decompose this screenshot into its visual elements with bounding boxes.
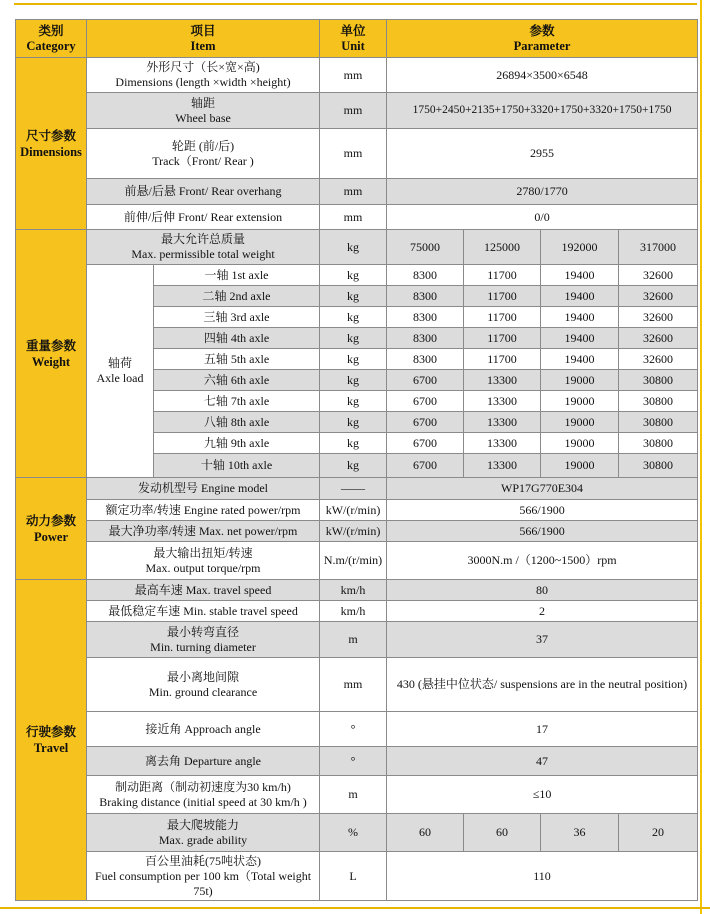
table-row <box>16 93 698 129</box>
unit-cell: kg <box>320 328 387 349</box>
value-cell: 19000 <box>541 370 619 391</box>
value-cell: 19000 <box>541 454 619 478</box>
table-row <box>16 179 698 205</box>
value-cell: 317000 <box>619 230 698 265</box>
value-cell: 80 <box>387 580 698 601</box>
item-cell: 前伸/后伸 Front/ Rear extension <box>87 205 320 230</box>
value-cell: 8300 <box>387 349 464 370</box>
value-cell: 2955 <box>387 129 698 179</box>
item-cell: 前悬/后悬 Front/ Rear overhang <box>87 179 320 205</box>
unit-cell: ° <box>320 747 387 776</box>
category-dimensions: 尺寸参数 Dimensions <box>16 58 87 230</box>
item-cell: 百公里油耗(75吨状态) Fuel consumption per 100 km（Total weight 75t) <box>87 852 320 901</box>
header-item: 项目 Item <box>87 20 320 58</box>
item-cell: 离去角 Departure angle <box>87 747 320 776</box>
value-cell: 13300 <box>464 370 541 391</box>
unit-cell: mm <box>320 179 387 205</box>
unit-cell: mm <box>320 58 387 93</box>
bottom-rule <box>0 907 710 909</box>
value-cell: WP17G770E304 <box>387 478 698 500</box>
table-row <box>16 478 698 500</box>
axle-cell: 七轴 7th axle <box>154 391 320 412</box>
item-cell: 轴距 Wheel base <box>87 93 320 129</box>
header-category: 类别 Category <box>16 20 87 58</box>
unit-cell: mm <box>320 93 387 129</box>
table-row <box>16 205 698 230</box>
table-row <box>16 542 698 580</box>
item-cell: 最低稳定车速 Min. stable travel speed <box>87 601 320 622</box>
table-row <box>16 580 698 601</box>
item-cell: 最大允许总质量 Max. permissible total weight <box>87 230 320 265</box>
value-cell: 2780/1770 <box>387 179 698 205</box>
unit-cell: ° <box>320 712 387 747</box>
value-cell: 8300 <box>387 328 464 349</box>
value-cell: ≤10 <box>387 776 698 814</box>
value-cell: 30800 <box>619 370 698 391</box>
table-row <box>16 601 698 622</box>
unit-cell: N.m/(r/min) <box>320 542 387 580</box>
axle-cell: 八轴 8th axle <box>154 412 320 433</box>
item-cell: 外形尺寸（长×宽×高) Dimensions (length ×width ×height) <box>87 58 320 93</box>
table-row <box>16 58 698 93</box>
table-row <box>16 265 698 286</box>
value-cell: 19000 <box>541 433 619 454</box>
value-cell: 30800 <box>619 412 698 433</box>
value-cell: 19000 <box>541 412 619 433</box>
unit-cell: km/h <box>320 601 387 622</box>
unit-cell: kg <box>320 370 387 391</box>
value-cell: 6700 <box>387 412 464 433</box>
value-cell: 1750+2450+2135+1750+3320+1750+3320+1750+1750 <box>387 93 698 129</box>
value-cell: 26894×3500×6548 <box>387 58 698 93</box>
value-cell: 19400 <box>541 349 619 370</box>
unit-cell: mm <box>320 129 387 179</box>
axle-cell: 六轴 6th axle <box>154 370 320 391</box>
value-cell: 32600 <box>619 265 698 286</box>
axle-cell: 一轴 1st axle <box>154 265 320 286</box>
item-cell: 额定功率/转速 Engine rated power/rpm <box>87 500 320 521</box>
unit-cell: kg <box>320 412 387 433</box>
unit-cell: —— <box>320 478 387 500</box>
axle-cell: 五轴 5th axle <box>154 349 320 370</box>
value-cell: 8300 <box>387 265 464 286</box>
value-cell: 32600 <box>619 307 698 328</box>
value-cell: 11700 <box>464 307 541 328</box>
value-cell: 32600 <box>619 349 698 370</box>
table-row <box>16 712 698 747</box>
value-cell: 19400 <box>541 328 619 349</box>
item-cell: 最大爬坡能力 Max. grade ability <box>87 814 320 852</box>
axle-cell: 二轴 2nd axle <box>154 286 320 307</box>
unit-cell: kg <box>320 349 387 370</box>
value-cell: 11700 <box>464 265 541 286</box>
value-cell: 30800 <box>619 433 698 454</box>
value-cell: 566/1900 <box>387 521 698 542</box>
unit-cell: % <box>320 814 387 852</box>
value-cell: 19400 <box>541 307 619 328</box>
value-cell: 11700 <box>464 286 541 307</box>
value-cell: 19400 <box>541 265 619 286</box>
item-cell: 最高车速 Max. travel speed <box>87 580 320 601</box>
value-cell: 32600 <box>619 286 698 307</box>
value-cell: 19400 <box>541 286 619 307</box>
axle-cell: 四轴 4th axle <box>154 328 320 349</box>
value-cell: 19000 <box>541 391 619 412</box>
header-row <box>16 20 698 58</box>
value-cell: 37 <box>387 622 698 658</box>
top-rule <box>14 3 697 5</box>
value-cell: 0/0 <box>387 205 698 230</box>
table-row <box>16 776 698 814</box>
value-cell: 13300 <box>464 433 541 454</box>
value-cell: 6700 <box>387 370 464 391</box>
unit-cell: kg <box>320 286 387 307</box>
value-cell: 2 <box>387 601 698 622</box>
table-row <box>16 129 698 179</box>
value-cell: 566/1900 <box>387 500 698 521</box>
table-row <box>16 622 698 658</box>
value-cell: 6700 <box>387 433 464 454</box>
unit-cell: kg <box>320 307 387 328</box>
value-cell: 3000N.m /（1200~1500）rpm <box>387 542 698 580</box>
value-cell: 47 <box>387 747 698 776</box>
item-cell: 发动机型号 Engine model <box>87 478 320 500</box>
table-row <box>16 500 698 521</box>
item-cell: 接近角 Approach angle <box>87 712 320 747</box>
value-cell: 30800 <box>619 391 698 412</box>
unit-cell: kg <box>320 265 387 286</box>
unit-cell: kg <box>320 433 387 454</box>
value-cell: 30800 <box>619 454 698 478</box>
value-cell: 13300 <box>464 412 541 433</box>
item-cell: 轮距 (前/后) Track（Front/ Rear ) <box>87 129 320 179</box>
item-cell: 最小转弯直径 Min. turning diameter <box>87 622 320 658</box>
value-cell: 60 <box>387 814 464 852</box>
value-cell: 13300 <box>464 454 541 478</box>
unit-cell: m <box>320 776 387 814</box>
value-cell: 36 <box>541 814 619 852</box>
value-cell: 430 (悬挂中位状态/ suspensions are in the neutral position) <box>387 658 698 712</box>
right-rule <box>700 0 702 914</box>
value-cell: 60 <box>464 814 541 852</box>
category-weight: 重量参数 Weight <box>16 230 87 478</box>
value-cell: 75000 <box>387 230 464 265</box>
axle-load-label: 轴荷 Axle load <box>87 265 154 478</box>
unit-cell: L <box>320 852 387 901</box>
value-cell: 32600 <box>619 328 698 349</box>
header-unit: 单位 Unit <box>320 20 387 58</box>
item-cell: 最大净功率/转速 Max. net power/rpm <box>87 521 320 542</box>
unit-cell: mm <box>320 205 387 230</box>
value-cell: 11700 <box>464 328 541 349</box>
header-parameter: 参数 Parameter <box>387 20 698 58</box>
table-row <box>16 230 698 265</box>
unit-cell: kW/(r/min) <box>320 500 387 521</box>
value-cell: 13300 <box>464 391 541 412</box>
category-travel: 行驶参数 Travel <box>16 580 87 901</box>
unit-cell: kg <box>320 454 387 478</box>
unit-cell: mm <box>320 658 387 712</box>
item-cell: 最大输出扭矩/转速 Max. output torque/rpm <box>87 542 320 580</box>
value-cell: 110 <box>387 852 698 901</box>
unit-cell: m <box>320 622 387 658</box>
item-cell: 最小离地间隙 Min. ground clearance <box>87 658 320 712</box>
value-cell: 8300 <box>387 286 464 307</box>
unit-cell: km/h <box>320 580 387 601</box>
value-cell: 6700 <box>387 391 464 412</box>
axle-cell: 九轴 9th axle <box>154 433 320 454</box>
value-cell: 8300 <box>387 307 464 328</box>
value-cell: 17 <box>387 712 698 747</box>
table-row <box>16 747 698 776</box>
item-cell: 制动距离（制动初速度为30 km/h) Braking distance (initial speed at 30 km/h ) <box>87 776 320 814</box>
value-cell: 192000 <box>541 230 619 265</box>
value-cell: 20 <box>619 814 698 852</box>
table-row <box>16 521 698 542</box>
unit-cell: kg <box>320 391 387 412</box>
table-row <box>16 814 698 852</box>
table-row <box>16 658 698 712</box>
value-cell: 11700 <box>464 349 541 370</box>
axle-cell: 十轴 10th axle <box>154 454 320 478</box>
spec-table <box>15 19 698 901</box>
table-row <box>16 852 698 901</box>
value-cell: 6700 <box>387 454 464 478</box>
unit-cell: kW/(r/min) <box>320 521 387 542</box>
axle-cell: 三轴 3rd axle <box>154 307 320 328</box>
unit-cell: kg <box>320 230 387 265</box>
category-power: 动力参数 Power <box>16 478 87 580</box>
value-cell: 125000 <box>464 230 541 265</box>
